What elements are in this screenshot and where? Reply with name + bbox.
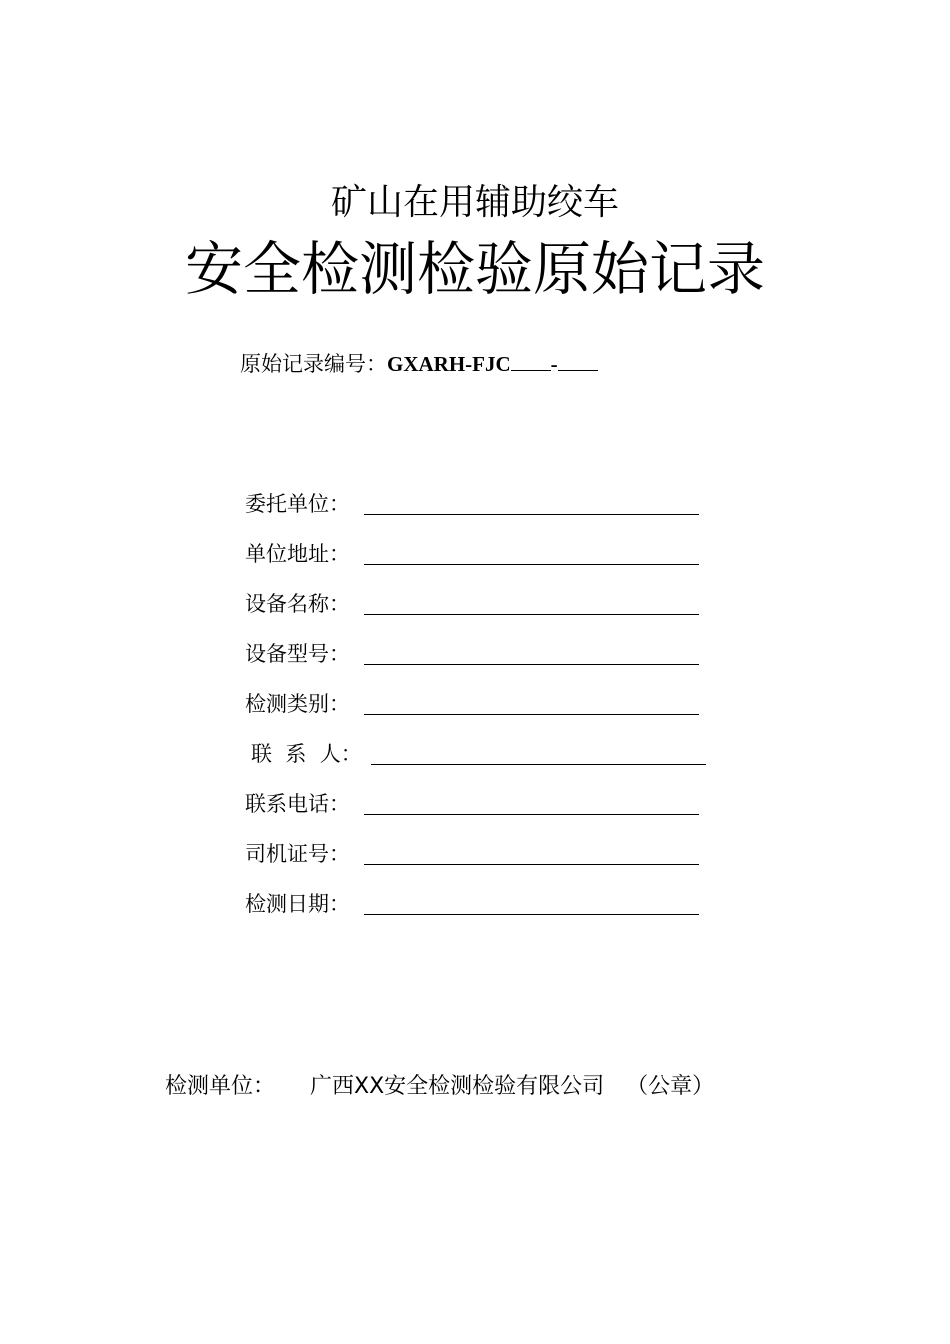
field-label-equipment-model: 设备型号： [245,642,350,666]
field-label-test-category: 检测类别： [245,692,350,716]
document-title-line2: 安全检测检验原始记录 [184,235,765,303]
field-label-driver-license: 司机证号： [245,842,350,866]
record-number [240,350,598,378]
footer-label: 检测单位： [165,1074,276,1099]
field-row-test-date [245,888,715,938]
record-number-code: GXARH-FJC [387,352,511,376]
field-row-driver-license [245,838,715,888]
footer-testing-unit [165,1072,714,1102]
field-line-contact-person[interactable] [371,764,706,765]
field-line-phone[interactable] [364,814,699,815]
field-line-address[interactable] [364,564,699,565]
field-label-client: 委托单位： [245,492,350,516]
field-row-contact-person [245,738,715,788]
record-number-blank-1[interactable] [511,350,551,371]
record-number-separator: - [550,352,558,376]
field-line-test-date[interactable] [364,914,699,915]
info-fields [245,488,715,938]
field-row-address [245,538,715,588]
field-line-client[interactable] [364,514,699,515]
field-row-equipment-name [245,588,715,638]
field-label-address: 单位地址： [245,542,350,566]
field-line-test-category[interactable] [364,714,699,715]
field-row-test-category [245,688,715,738]
record-number-label: 原始记录编号： [240,352,387,376]
field-row-client [245,488,715,538]
field-line-equipment-model[interactable] [364,664,699,665]
footer-unit-name: 广西XX安全检测检验有限公司 [310,1074,605,1099]
field-label-phone: 联系电话： [245,792,350,816]
field-label-test-date: 检测日期： [245,892,350,916]
record-number-blank-2[interactable] [558,350,598,371]
field-line-driver-license[interactable] [364,864,699,865]
field-line-equipment-name[interactable] [364,614,699,615]
field-row-equipment-model [245,638,715,688]
field-label-equipment-name: 设备名称： [245,592,350,616]
field-row-phone [245,788,715,838]
document-title-line1: 矿山在用辅助绞车 [330,182,619,223]
footer-seal: （公章） [626,1074,715,1099]
field-label-contact-person: 联 系 人： [251,742,362,766]
